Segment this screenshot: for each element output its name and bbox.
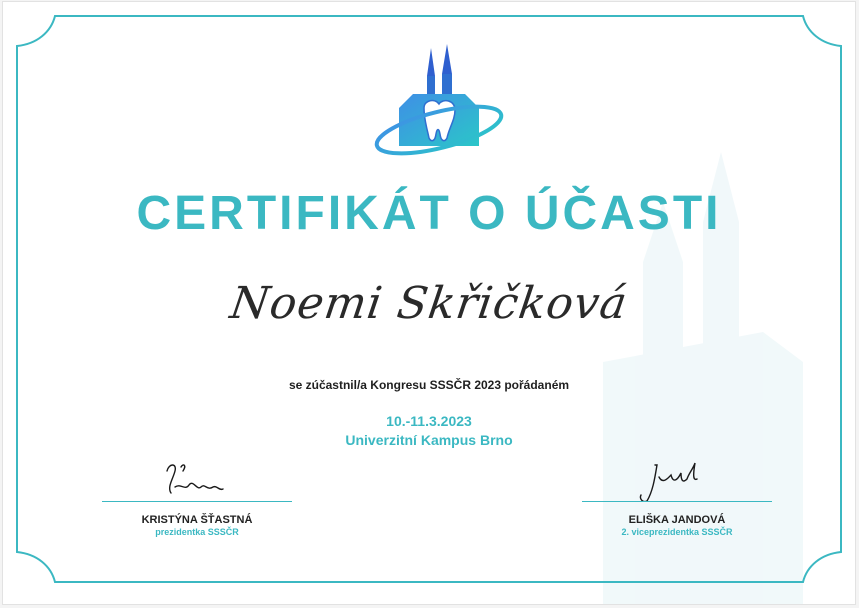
signatory-role: 2. viceprezidentka SSSČR <box>621 527 733 537</box>
certificate-sheet <box>3 2 855 604</box>
signatory-name: KRISTÝNA ŠŤASTNÁ <box>141 514 253 526</box>
signature-block-president <box>97 457 297 537</box>
signature-block-vicepresident <box>577 457 777 537</box>
recipient-name: Noemi Skřičková <box>227 278 631 329</box>
participation-text: se zúčastnil/a Kongresu SSSČR 2023 pořádaném <box>288 378 570 392</box>
cathedral-tooth-logo-icon <box>369 38 509 168</box>
handwritten-signature-icon <box>577 457 777 501</box>
signature-line <box>582 501 772 502</box>
signatory-role: prezidentka SSSČR <box>155 527 239 537</box>
signature-line <box>102 501 292 502</box>
certificate-title: CERTIFIKÁT O ÚČASTI <box>136 187 722 240</box>
event-dates: 10.-11.3.2023 <box>386 413 472 429</box>
handwritten-signature-icon <box>97 457 297 501</box>
signatory-name: ELIŠKA JANDOVÁ <box>628 514 726 526</box>
event-venue: Univerzitní Kampus Brno <box>345 432 513 448</box>
